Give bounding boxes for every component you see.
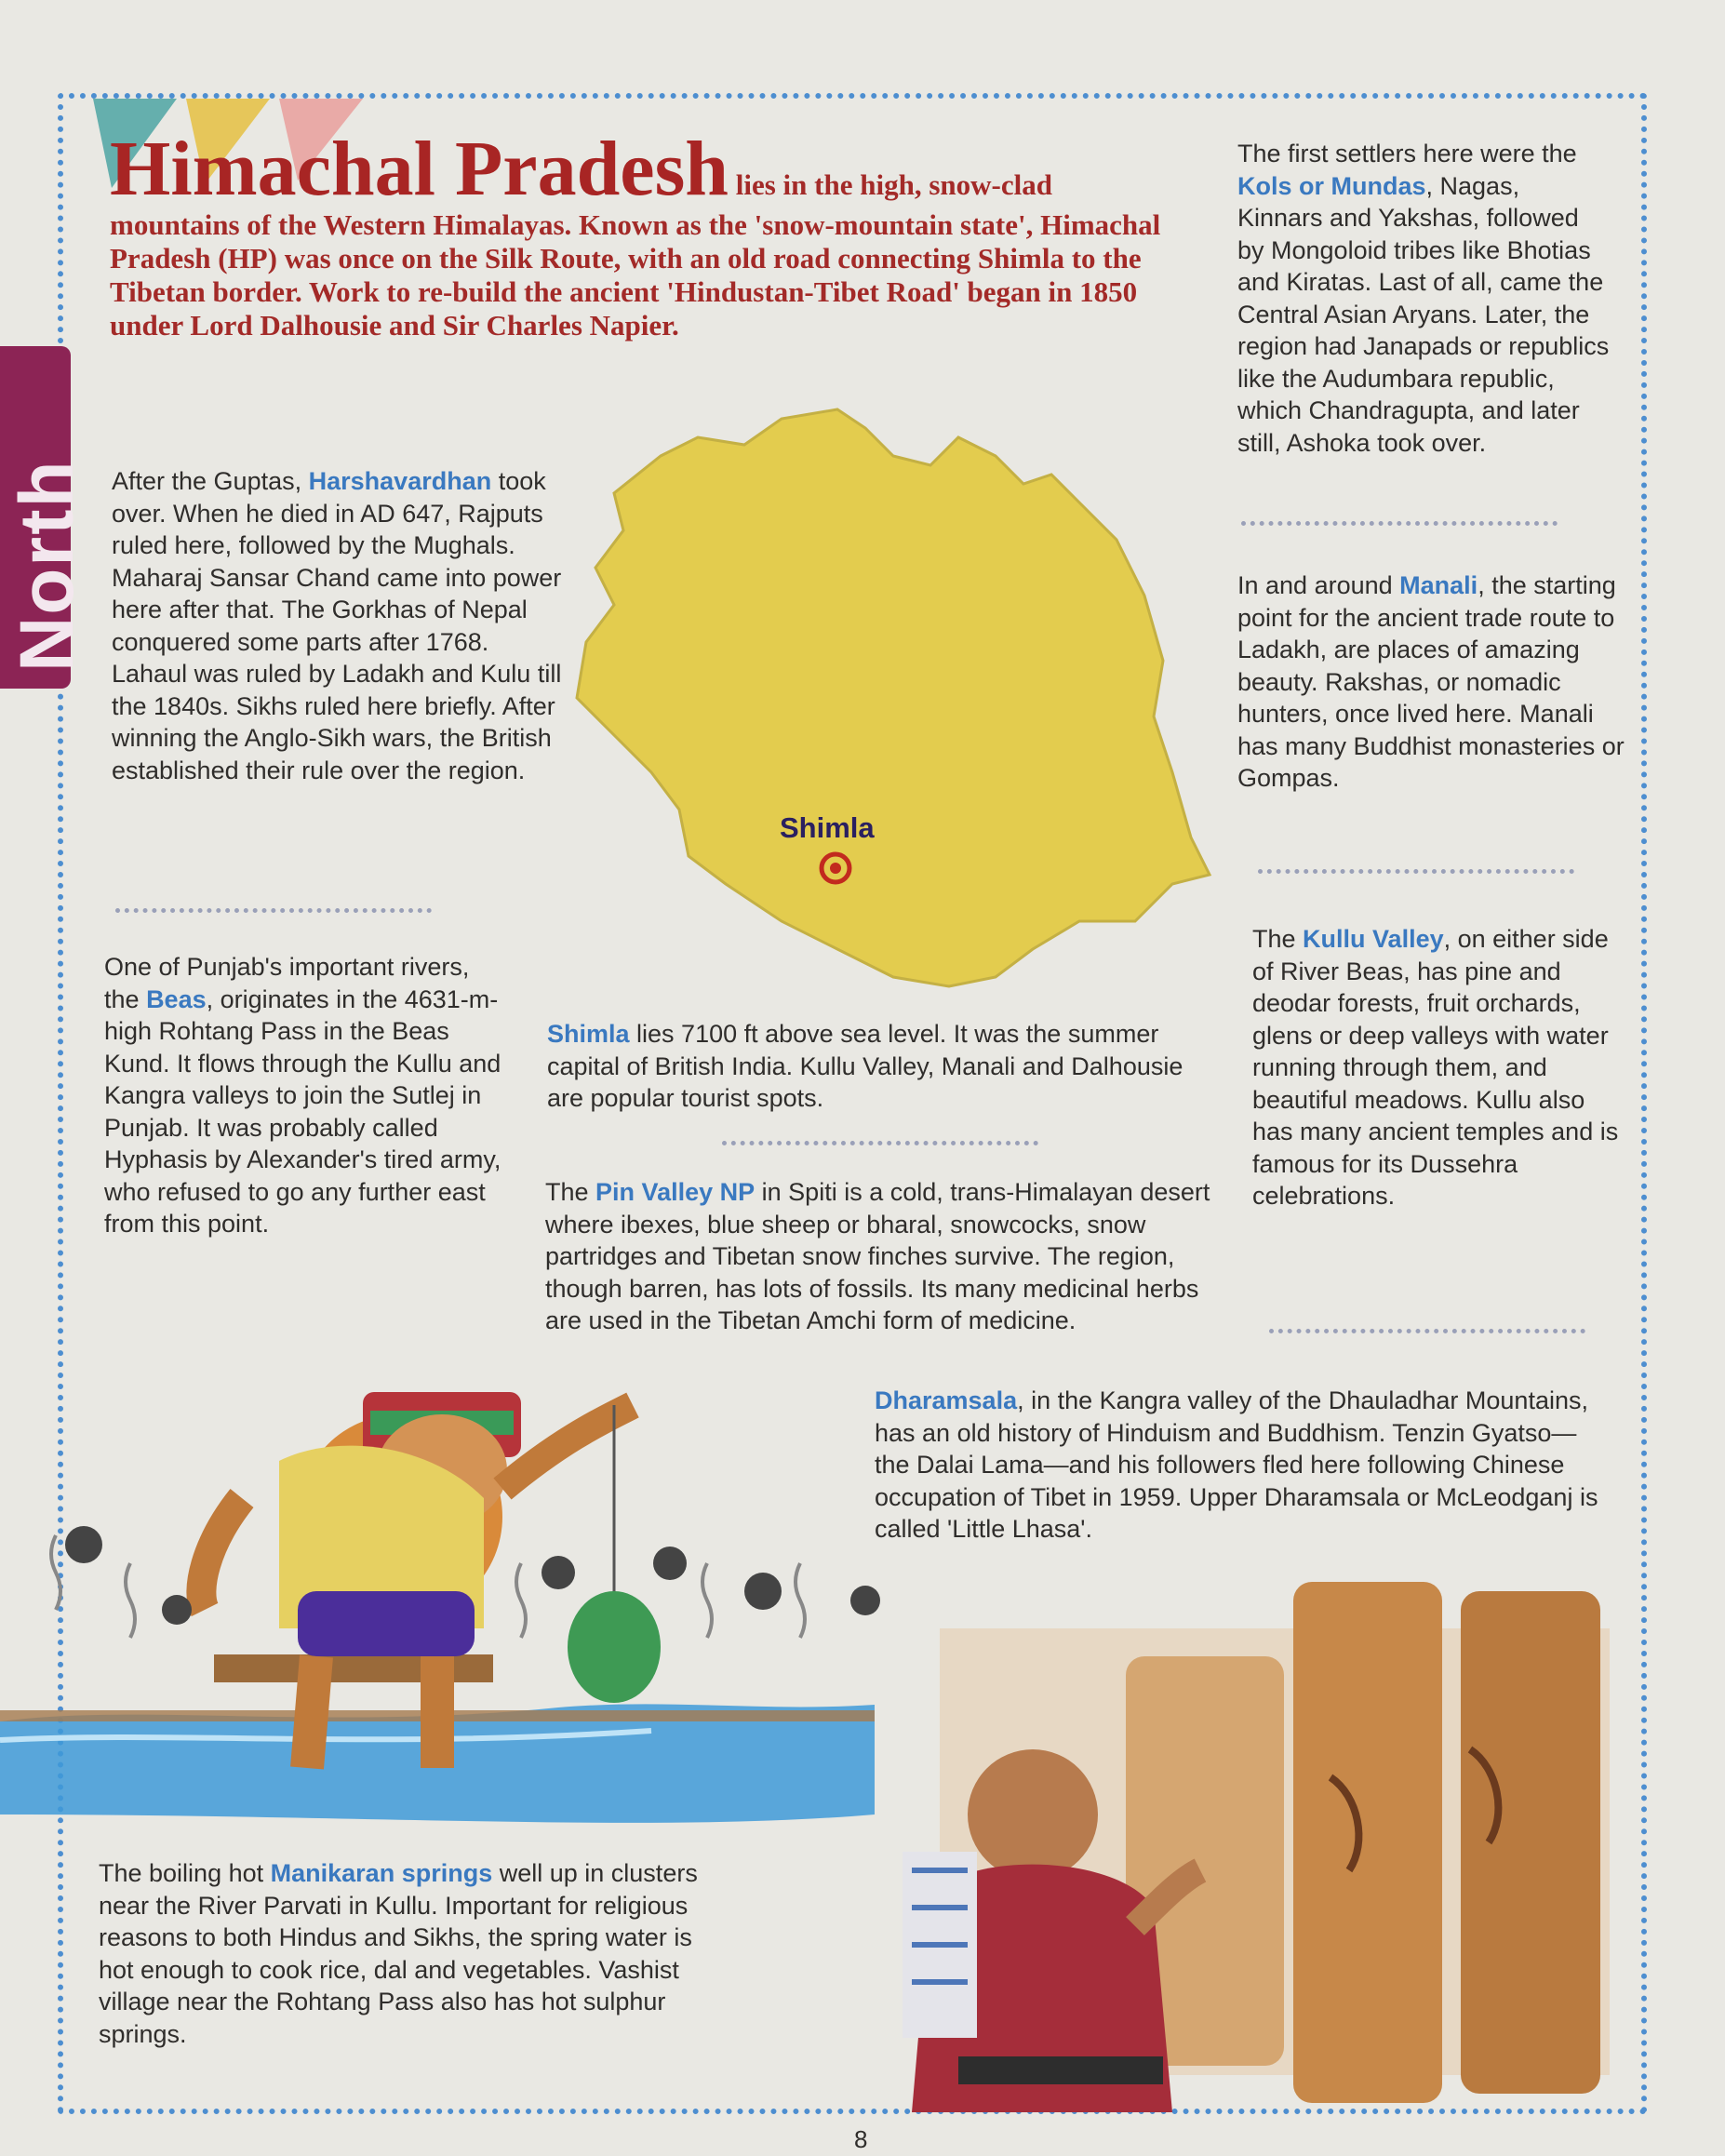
settlers-paragraph — [1237, 138, 1610, 459]
manali-paragraph — [1237, 569, 1628, 795]
section-tab-label: North — [5, 459, 89, 672]
page-number: 8 — [854, 2125, 868, 2153]
hot-spring-illustration — [0, 1331, 893, 1833]
dharamsala-text: , in the Kangra valley of the Dhauladhar Mountains, has an old history of Hinduism and Buddhism. Tenzin Gyatso—the Dalai Lama—and his followers fled here following Chinese occupation of Tibet in 1959. Upper Dharamsala or McLeodganj is called 'Little Lhasa'. — [875, 1386, 1598, 1543]
state-map — [558, 400, 1219, 996]
shimla-text: lies 7100 ft above sea level. It was the summer capital of British India. Kullu Valley, Manali and Dalhousie are popular tourist spots. — [547, 1020, 1183, 1112]
prayer-wheel-illustration — [865, 1573, 1638, 2122]
beas-highlight: Beas — [146, 984, 207, 1013]
manikaran-highlight: Manikaran springs — [270, 1859, 493, 1887]
dharamsala-paragraph — [875, 1385, 1610, 1546]
manali-text-start: In and around — [1237, 571, 1393, 599]
kullu-text-end: , on either side of River Beas, has pine and deodar forests, fruit orchards, glens or deep valleys with water running through them, and beautiful meadows. Kullu also has many ancient temples and is famous for its Dussehra celebrations. — [1252, 925, 1619, 1210]
manali-text-end: , the starting point for the ancient trade route to Ladakh, are places of amazing beauty. Rakshas, or nomadic hunters, once lived here. Manali has many Buddhist monasteries or Gompas. — [1237, 571, 1625, 792]
harsha-highlight: Harshavardhan — [308, 467, 492, 495]
beas-paragraph — [104, 951, 504, 1240]
separator — [722, 1141, 1038, 1145]
section-tab — [0, 346, 89, 689]
pin-valley-paragraph — [545, 1176, 1215, 1337]
separator — [1241, 521, 1558, 526]
kullu-highlight: Kullu Valley — [1303, 925, 1444, 953]
manikaran-text-start: The boiling hot — [99, 1859, 264, 1887]
kullu-paragraph — [1252, 923, 1625, 1212]
shimla-marker-dot-icon — [830, 863, 841, 874]
separator — [1269, 1329, 1585, 1333]
separator — [115, 908, 432, 913]
harsha-text-start: After the Guptas, — [112, 467, 302, 495]
shimla-paragraph — [547, 1018, 1198, 1115]
pin-valley-text-end: in Spiti is a cold, trans-Himalayan desert where ibexes, blue sheep or bharal, snowcocks, snow partridges and Tibetan snow finches survive. The region, though barren, has lots of fossils. Its many medicinal herbs are used in the Tibetan Amchi form of medicine. — [545, 1178, 1210, 1334]
beas-text-end: , originates in the 4631-m-high Rohtang Pass in the Beas Kund. It flows through the Kullu and Kangra valleys to join the Sutlej in Punjab. It was probably called Hyphasis by Alexander's tired army, who refused to go any further east from this point. — [104, 984, 501, 1238]
settlers-text-end: , Nagas, Kinnars and Yakshas, followed by Mongoloid tribes like Bhotias and Kiratas. Last of all, came the Central Asian Aryans. Later, the region had Janapads or republics like the Audumbara republic, which Chandragupta, and later still, Ashoka took over. — [1237, 171, 1610, 457]
settlers-highlight: Kols or Mundas — [1237, 171, 1426, 200]
map-label-shimla: Shimla — [780, 811, 875, 844]
state-outline — [577, 409, 1210, 986]
header-block — [110, 126, 1189, 342]
settlers-text-start: The first settlers here were the — [1237, 140, 1577, 167]
kullu-text-start: The — [1252, 925, 1296, 953]
dharamsala-highlight: Dharamsala — [875, 1386, 1018, 1414]
manikaran-text-end: well up in clusters near the River Parvati in Kullu. Important for religious reasons to both Hindus and Sikhs, the spring water is hot enough to cook rice, dal and vegetables. Vashist village near the Rohtang Pass also has hot sulphur springs. — [99, 1859, 698, 2048]
beas-text-start: One of Punjab's important rivers, the — [104, 953, 470, 1013]
separator — [1258, 869, 1574, 874]
pin-valley-text-start: The — [545, 1178, 589, 1206]
harsha-paragraph — [112, 465, 568, 786]
manali-highlight: Manali — [1399, 571, 1478, 599]
manikaran-paragraph — [99, 1857, 731, 2050]
pin-valley-highlight: Pin Valley NP — [595, 1178, 756, 1206]
shimla-highlight: Shimla — [547, 1020, 630, 1048]
header-intro: lies in the high, snow-clad mountains of the Western Himalayas. Known as the 'snow-mountain state', Himachal Pradesh (HP) was once on the Silk Route, with an old road connecting Shimla to the Tibetan border. Work to re-build the ancient 'Hindustan-Tibet Road' began in 1850 under Lord Dalhousie and Sir Charles Napier. — [110, 168, 1161, 341]
page-title: Himachal Pradesh — [110, 126, 729, 212]
harsha-text-end: took over. When he died in AD 647, Rajputs ruled here, followed by the Mughals. Maharaj Sansar Chand came into power here after that. The Gorkhas of Nepal conquered some parts after 1768. Lahaul was ruled by Ladakh and Kulu till the 1840s. Sikhs ruled here briefly. After winning the Anglo-Sikh wars, the British established their rule over the region. — [112, 467, 562, 784]
